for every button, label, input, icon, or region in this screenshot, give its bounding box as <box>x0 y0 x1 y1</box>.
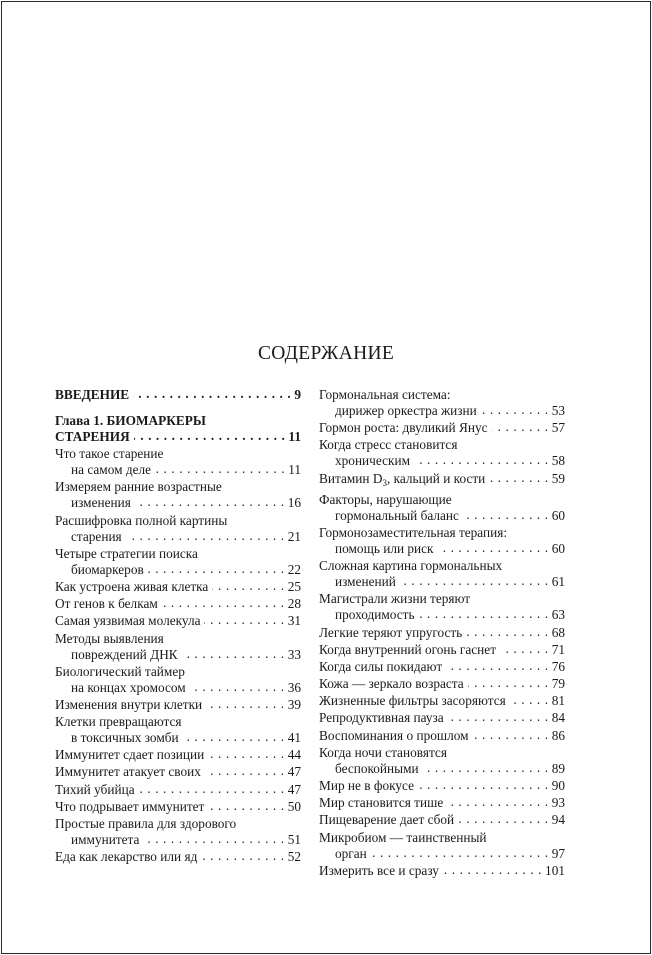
dot-leader <box>510 693 549 705</box>
dot-leader <box>205 764 285 776</box>
dot-leader <box>492 420 549 432</box>
toc-entry-line <box>319 693 565 709</box>
toc-entry-title-continued: на самом деле <box>71 462 152 478</box>
toc-entry-line <box>55 596 301 612</box>
toc-entry-line <box>55 647 301 663</box>
toc-page-number: 97 <box>551 845 565 861</box>
toc-entry[interactable] <box>319 420 565 436</box>
toc-page-number: 71 <box>551 641 565 657</box>
toc-entry[interactable] <box>55 714 301 746</box>
toc-entry-line <box>319 574 565 590</box>
toc-entry-line <box>55 832 301 848</box>
toc-entry[interactable] <box>55 782 301 798</box>
toc-entry-title: Пищеварение дает сбой <box>319 812 455 828</box>
toc-page-number: 59 <box>551 470 565 486</box>
toc-entry-title: Что такое старение <box>55 446 164 462</box>
toc-entry-title: Биологический таймер <box>55 663 185 679</box>
dot-leader <box>443 863 542 875</box>
toc-page-number: 57 <box>551 420 565 436</box>
toc-entry-line <box>55 764 301 780</box>
toc-entry-title: Когда стресс становится <box>319 437 458 453</box>
dot-leader <box>126 529 285 541</box>
toc-entry[interactable] <box>319 812 565 828</box>
dot-leader <box>139 782 285 794</box>
toc-entry-title: Самая уязвимая молекула <box>55 613 201 629</box>
dot-leader <box>466 625 548 637</box>
toc-page-number: 81 <box>551 693 565 709</box>
toc-page-number: 25 <box>287 578 301 594</box>
toc-entry-title-continued: иммунитета <box>71 832 140 847</box>
toc-column-left <box>55 387 301 866</box>
toc-entry[interactable] <box>319 591 565 623</box>
toc-entry[interactable] <box>55 479 301 511</box>
toc-entry[interactable] <box>55 697 301 713</box>
toc-entry-title-continued: беспокойными <box>335 760 419 776</box>
dot-leader <box>135 495 285 507</box>
toc-page-number: 94 <box>551 812 565 828</box>
dot-leader <box>182 647 285 659</box>
toc-entry[interactable] <box>55 513 301 545</box>
toc-entry-title-continued: на концах хромосом <box>71 679 186 695</box>
toc-entry-line <box>319 471 565 491</box>
toc-entry-title: Клетки превращаются <box>55 714 182 730</box>
toc-entry-line <box>55 579 301 595</box>
toc-entry-line <box>319 676 565 692</box>
dot-leader <box>204 613 284 625</box>
dot-leader <box>500 642 549 654</box>
toc-page-number: 90 <box>551 778 565 793</box>
toc-entry[interactable] <box>55 613 301 629</box>
toc-entry-title: Воспоминания о прошлом <box>319 727 469 743</box>
toc-entry-title-continued: СТАРЕНИЯ <box>55 429 130 444</box>
toc-entry-title: Как устроена живая клетка <box>55 578 209 594</box>
dot-leader <box>148 562 285 574</box>
toc-page-number: 21 <box>287 528 301 544</box>
toc-entry-title-continued: в токсичных зомби <box>71 730 179 746</box>
dot-leader <box>212 579 284 591</box>
dot-leader <box>155 462 285 474</box>
toc-entry-line <box>319 863 565 879</box>
toc-entry-line <box>55 747 301 763</box>
toc-entry-title: Когда внутренний огонь гаснет <box>319 641 497 657</box>
toc-entry[interactable] <box>319 745 565 777</box>
toc-entry-title: Когда ночи становятся <box>319 744 447 760</box>
toc-page-number: 61 <box>551 574 565 590</box>
dot-leader <box>423 761 549 773</box>
toc-entry-title: Глава 1. БИОМАРКЕРЫ <box>55 413 206 428</box>
toc-entry-line <box>319 403 565 419</box>
toc-entry[interactable] <box>55 816 301 848</box>
toc-page-number: 36 <box>287 679 301 695</box>
toc-entry-title: Методы выявления <box>55 630 164 646</box>
toc-entry[interactable] <box>55 664 301 696</box>
toc-entry-title: Репродуктивная пауза <box>319 710 444 726</box>
toc-entry-title: Факторы, нарушающие <box>319 491 452 507</box>
toc-entry-line <box>55 799 301 815</box>
dot-leader <box>446 659 549 671</box>
toc-entry[interactable] <box>319 525 565 557</box>
toc-entry[interactable] <box>319 659 565 675</box>
toc-page-number: 33 <box>287 646 301 662</box>
toc-page-number: 101 <box>545 862 565 878</box>
dot-leader <box>418 778 549 790</box>
toc-entry-line <box>319 642 565 658</box>
toc-entry-line <box>55 697 301 713</box>
toc-entry-line <box>319 607 565 623</box>
toc-entry[interactable] <box>319 778 565 794</box>
toc-page-number: 86 <box>551 727 565 743</box>
toc-page-number: 41 <box>287 730 301 746</box>
subscript: 3 <box>382 477 387 488</box>
toc-entry-line <box>55 495 301 511</box>
toc-entry-title: Еда как лекарство или яд <box>55 849 198 865</box>
toc-page-number: 68 <box>551 624 565 640</box>
toc-entry[interactable] <box>55 849 301 865</box>
dot-leader <box>190 680 285 692</box>
dot-leader <box>400 574 549 586</box>
toc-page-number: 93 <box>551 795 565 811</box>
toc-entry[interactable] <box>55 387 301 403</box>
dot-leader <box>447 795 548 807</box>
toc-entry[interactable] <box>319 471 565 491</box>
toc-entry-title-continued: изменения <box>71 495 131 511</box>
toc-entry-title-continued: дирижер оркестра жизни <box>335 403 477 418</box>
toc-page-number: 76 <box>551 658 565 674</box>
toc-entry-title: Жизненные фильтры засоряются <box>319 693 506 709</box>
page-title: СОДЕРЖАНИЕ <box>257 343 395 364</box>
toc-entry-line <box>55 613 301 629</box>
toc-entry[interactable] <box>55 764 301 780</box>
dot-leader <box>481 403 549 415</box>
toc-entry[interactable] <box>319 830 565 862</box>
dot-leader <box>419 607 549 619</box>
toc-entry-line <box>319 508 565 524</box>
toc-entry-title-continued: орган <box>335 845 367 861</box>
dot-leader <box>206 697 285 709</box>
toc-entry-title: Тихий убийца <box>55 781 135 797</box>
toc-page-number: 51 <box>287 832 301 847</box>
dot-leader <box>448 710 549 722</box>
toc-page-number: 63 <box>551 607 565 623</box>
toc-entry[interactable] <box>55 446 301 478</box>
toc-entry-title-continued: помощь или риск <box>335 540 434 556</box>
toc-entry-line <box>55 680 301 696</box>
toc-entry-title: ВВЕДЕНИЕ <box>55 387 130 402</box>
toc-entry-line <box>319 659 565 675</box>
dot-leader <box>133 387 291 399</box>
toc-page-number: 60 <box>551 540 565 556</box>
toc-entry-title: От генов к белкам <box>55 596 158 612</box>
toc-page-number: 52 <box>287 849 301 865</box>
toc-entry-title-continued: проходимость <box>335 607 415 623</box>
toc-entry-line <box>319 453 565 469</box>
toc-page-number: 53 <box>551 403 565 418</box>
toc-entry-line <box>55 782 301 798</box>
toc-entry-title: Простые правила для здорового <box>55 816 237 831</box>
toc-entry-title: Иммунитет сдает позиции <box>55 747 205 763</box>
toc-entry-line <box>319 728 565 744</box>
toc-entry-title: Легкие теряют упругость <box>319 624 463 640</box>
toc-entry[interactable] <box>319 387 565 419</box>
toc-entry-title-continued: хроническим <box>335 453 410 469</box>
toc-page-number: 47 <box>287 764 301 780</box>
toc-entry-title: Кожа — зеркало возраста <box>319 676 464 692</box>
dot-leader <box>414 453 549 465</box>
toc-entry-title: Что подрывает иммунитет <box>55 798 205 814</box>
toc-entry-title: Мир не в фокусе <box>319 778 415 793</box>
dot-leader <box>438 541 549 553</box>
toc-page-number: 47 <box>287 781 301 797</box>
dot-leader <box>371 846 549 858</box>
toc-entry-title: Измерить все и сразу <box>319 862 439 878</box>
toc-page-number: 22 <box>287 561 301 577</box>
toc-page-number: 58 <box>551 453 565 469</box>
toc-entry-title: Изменения внутри клетки <box>55 696 203 712</box>
dot-leader <box>458 812 549 824</box>
toc-entry-title: Гормональная система: <box>319 387 451 402</box>
dot-leader <box>473 728 549 740</box>
toc-entry[interactable] <box>55 596 301 612</box>
toc-column-right <box>319 387 565 880</box>
toc-entry-title: Иммунитет атакует своих <box>55 764 201 780</box>
toc-entry[interactable] <box>319 558 565 590</box>
toc-page-number: 60 <box>551 507 565 523</box>
toc-entry[interactable] <box>319 710 565 726</box>
toc-entry-title: Витамин $D_3$, кальций и кости <box>319 470 486 488</box>
toc-entry[interactable] <box>319 676 565 692</box>
toc-entry-title: Сложная картина гормональных <box>319 558 503 574</box>
toc-entry[interactable] <box>55 546 301 578</box>
toc-page-number: 79 <box>551 676 565 692</box>
dot-leader <box>162 596 285 608</box>
toc-entry-title: Четыре стратегии поиска <box>55 545 198 561</box>
toc-entry[interactable] <box>319 693 565 709</box>
dot-leader <box>208 799 284 811</box>
toc-entry-line <box>55 429 301 445</box>
toc-entry-title: Мир становится тише <box>319 795 444 811</box>
dot-leader <box>143 832 284 844</box>
toc-page-number: 84 <box>551 710 565 726</box>
dot-leader <box>201 849 284 861</box>
toc-page-number: 39 <box>287 696 301 712</box>
toc-entry-title: Гормонозаместительная терапия: <box>319 524 508 540</box>
toc-entry-line <box>319 778 565 794</box>
toc-entry-title-continued: повреждений ДНК <box>71 646 178 662</box>
toc-page-number: 11 <box>288 462 301 478</box>
toc-entry-line <box>319 710 565 726</box>
toc-page-number: 28 <box>287 596 301 612</box>
toc-entry[interactable] <box>319 642 565 658</box>
toc-entry-line <box>55 562 301 578</box>
toc-entry-title-continued: изменений <box>335 574 396 590</box>
dot-leader <box>208 747 284 759</box>
dot-leader <box>183 730 285 742</box>
toc-entry-line <box>319 795 565 811</box>
toc-entry-line <box>319 420 565 436</box>
toc-entry[interactable] <box>55 579 301 595</box>
toc-entry-line <box>55 849 301 865</box>
toc-entry-title-continued: гормональный баланс <box>335 507 459 523</box>
toc-entry[interactable] <box>55 747 301 763</box>
toc-entry-title-continued: старения <box>71 528 122 544</box>
toc-page-number: 50 <box>287 798 301 814</box>
dot-leader <box>489 471 548 483</box>
toc-entry-line <box>319 761 565 777</box>
dot-leader <box>134 429 286 441</box>
toc-page-number: 11 <box>288 429 301 444</box>
toc-entry-line <box>319 846 565 862</box>
toc-entry[interactable] <box>55 631 301 663</box>
toc-entry[interactable] <box>319 795 565 811</box>
toc-entry[interactable] <box>55 413 301 445</box>
toc-entry-line <box>319 541 565 557</box>
toc-entry[interactable] <box>55 799 301 815</box>
toc-entry[interactable] <box>319 437 565 469</box>
toc-page-number: 89 <box>551 760 565 776</box>
toc-entry[interactable] <box>319 625 565 641</box>
toc-page-number: 9 <box>294 387 301 402</box>
dot-leader <box>468 676 549 688</box>
toc-entry-line <box>319 625 565 641</box>
toc-entry-line <box>55 387 301 403</box>
toc-entry-title: Микробиом — таинственный <box>319 829 487 845</box>
toc-page-number: 31 <box>287 613 301 629</box>
toc-entry[interactable] <box>319 863 565 879</box>
toc-entry-title: Когда силы покидают <box>319 658 443 674</box>
toc-entry-title: Расшифровка полной картины <box>55 512 228 528</box>
toc-entry-line <box>319 812 565 828</box>
toc-entry[interactable] <box>319 492 565 524</box>
toc-page-number: 16 <box>287 495 301 511</box>
toc-entry-line <box>55 730 301 746</box>
toc-page-number: 44 <box>287 747 301 763</box>
dot-leader <box>463 508 549 520</box>
toc-entry-title-continued: биомаркеров <box>71 561 144 577</box>
toc-entry-title: Гормон роста: двуликий Янус <box>319 420 488 436</box>
toc-entry-title: Измеряем ранние возрастные <box>55 479 222 495</box>
toc-entry-line <box>55 462 301 478</box>
toc-entry-title: Магистрали жизни теряют <box>319 591 471 607</box>
toc-entry-line <box>55 529 301 545</box>
toc-entry[interactable] <box>319 728 565 744</box>
